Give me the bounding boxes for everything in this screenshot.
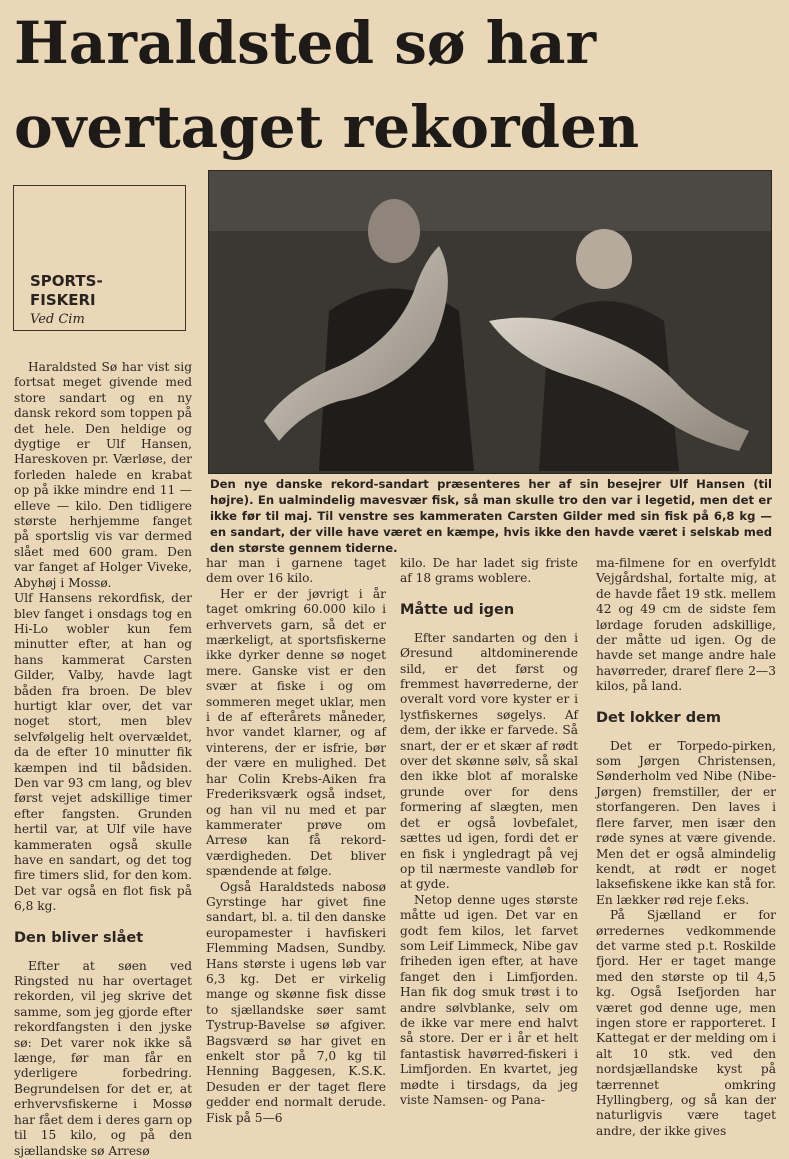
paragraph: Efter sandarten og den i Øresund altdominerende sild, er det først og fremmest havørrederne, der overalt vord vore kyster er i lystfiskernes søgelys. Af dem, der ikke er farvede. Så snart, der er et skær af rødt over det skønne sølv, så skal den ikke blot af moralske grunde over for dens formering af slægten, men det er også lovbefalet, sættes ud igen, fordi det er en fisk i yngledragt på vej op til nærmeste vandløb for at gyde. [400, 630, 578, 892]
column-4 [596, 556, 776, 1139]
paragraph: Haraldsted Sø har vist sig fortsat meget givende med store sandart og en ny dansk rekord som toppen på det hele. Den heldige og dygtige er Ulf Hansen, Hareskoven pr. Værløse, der forleden halede en krabat op på ikke mindre end 11 — elleve — kilo. Den tidligere største herhjemme fanget på sportslig vis var dermed slået med 600 gram. Den var fanget af Holger Viveke, Abyhøj i Mossø. [14, 360, 192, 590]
photo-illustration [209, 171, 771, 473]
paragraph: Her er der jøvrigt i år taget omkring 60.000 kilo i erhvervets garn, så det er mærkeligt, at sportsfiskerne ikke dyrker denne sø noget mere. Ganske vist er den svær at fiske i og om sommeren meget uklar, men i de af efterårets måneder, hvor vandet klarner, og af vinterens, der er isfrie, bør der være en mulighed. Det har Colin Krebs-Aiken fra Frederiksværk også indset, og han vil nu med et par kammerater prøve om Arresø kan få rekord-værdigheden. Det bliver spændende at følge. [206, 586, 386, 879]
right-man-head [576, 229, 632, 289]
sports-box-byline: Ved Cim [30, 312, 85, 327]
paragraph: På Sjælland er for ørredernes vedkommende det varme sted p.t. Roskilde fjord. Her er taget mange med den største op til 4,5 kg. Også Isefjorden har været god denne uge, men ingen store er rapporteret. I Kattegat er der melding om i alt 10 stk. ved den nordsjællandske kyst på tærrennet omkring Hyllingberg, og så kan der naturligvis være taget andre, der ikke gives [596, 908, 776, 1138]
headline-line-2: overtaget rekorden [14, 93, 640, 161]
subheading: Den bliver slået [14, 929, 144, 946]
sports-box-title [30, 272, 103, 310]
paragraph: Netop denne uges største måtte ud igen. Det var en godt fem kilos, let farvet som Leif Limmeck, Nibe gav friheden igen efter, at have fanget den i Limfjorden. Han fik dog smuk trøst i to andre sølvblanke, selv om de ikke var mere end halvt så store. Der er i år et helt fantastisk havørred-fiskeri i Limfjorden. En kvartet, jeg mødte i tirsdags, da jeg viste Namsen- og Pana- [400, 892, 578, 1107]
sports-box-title-line-1: SPORTS- [30, 272, 103, 290]
news-photo [208, 170, 772, 474]
paragraph: ma-filmene for en overfyldt Vejgårdshal, fortalte mig, at de havde fået 19 stk. mellem 42 og 49 cm de sidste fem lørdage foruden adskillige, der måtte ud igen. Og de havde set mange andre hale havørreder, draref flere 2—3 kilos, på land. [596, 556, 776, 694]
left-man-head [368, 199, 420, 263]
paragraph: Ulf Hansens rekordfisk, der blev fanget i onsdags tog en Hi-Lo wobler kun fem minutter efter, at han og hans kammerat Carsten Gilder, Valby, havde lagt båden fra broen. De blev hurtigt klar over, det var noget stort, men blev selvfølgelig helt overvældet, da de efter 10 minutter fik kæmpen ind til bådsiden. Den var 93 cm lang, og blev først vejet adskillige timer efter fangsten. Grunden hertil var, at Ulf vile have kammeraten også skulle have en sandart, og det tog fire timers slid, for den kom. Det var også en flot fisk på 6,8 kg. [14, 591, 192, 914]
subheading: Det lokker dem [596, 709, 722, 726]
subheading: Måtte ud igen [400, 601, 515, 618]
paragraph: Også Haraldsteds nabosø Gyrstinge har givet fine sandart, bl. a. til den danske europamester i havfiskeri Flemming Madsen, Sundby. Hans største i ugens løb var 6,3 kg. Det er virkelig mange og skønne fisk disse to sjællandske søer samt Tystrup-Bavelse sø afgiver. Bagsværd sø har givet en enkelt stor på 7,0 kg til Henning Baggesen, K.S.K. Desuden er der taget flere gedder end normalt derude. Fisk på 5—6 [206, 879, 386, 1125]
paragraph: kilo. De har ladet sig friste af 18 grams woblere. [400, 556, 578, 586]
column-3 [400, 556, 578, 1108]
sports-fiskeri-box [13, 185, 186, 331]
column-2 [206, 556, 386, 1126]
headline [14, 0, 784, 170]
paragraph: har man i garnene taget dem over 16 kilo. [206, 556, 386, 586]
column-1 [14, 360, 192, 1159]
photo-caption: Den nye danske rekord-sandart præsenteres her af sin besejrer Ulf Hansen (til højre). En ualmindelig mavesvær fisk, så man skulle tro den var i legetid, men det er ikke før til maj. Til venstre ses kammeraten Carsten Gilder med sin fisk på 6,8 kg — en sandart, der ville have været en kæmpe, hvis ikke den havde været i selskab med den største gennem tiderne. [210, 477, 772, 555]
headline-line-1: Haraldsted sø har [14, 9, 597, 77]
paragraph: Det er Torpedo-pirken, som Jørgen Christensen, Sønderholm ved Nibe (Nibe-Jørgen) fremstiller, der er storfangeren. Den laves i flere farver, men især den røde synes at være givende. Men det er også almindelig kendt, at rødt er noget laksefiskene ikke kan stå for. En lækker rød reje f.eks. [596, 738, 776, 907]
paragraph: Efter at søen ved Ringsted nu har overtaget rekorden, vil jeg skrive det samme, som jeg gjorde efter rekordfangsten i den jyske sø: Det varer nok ikke så længe, før man får en yderligere forbedring. Begrundelsen for det er, at erhvervsfiskerne i Mossø har fået dem i deres garn op til 15 kilo, og på den sjællandske sø Arresø [14, 958, 192, 1158]
sports-box-title-line-2: FISKERI [30, 291, 96, 309]
